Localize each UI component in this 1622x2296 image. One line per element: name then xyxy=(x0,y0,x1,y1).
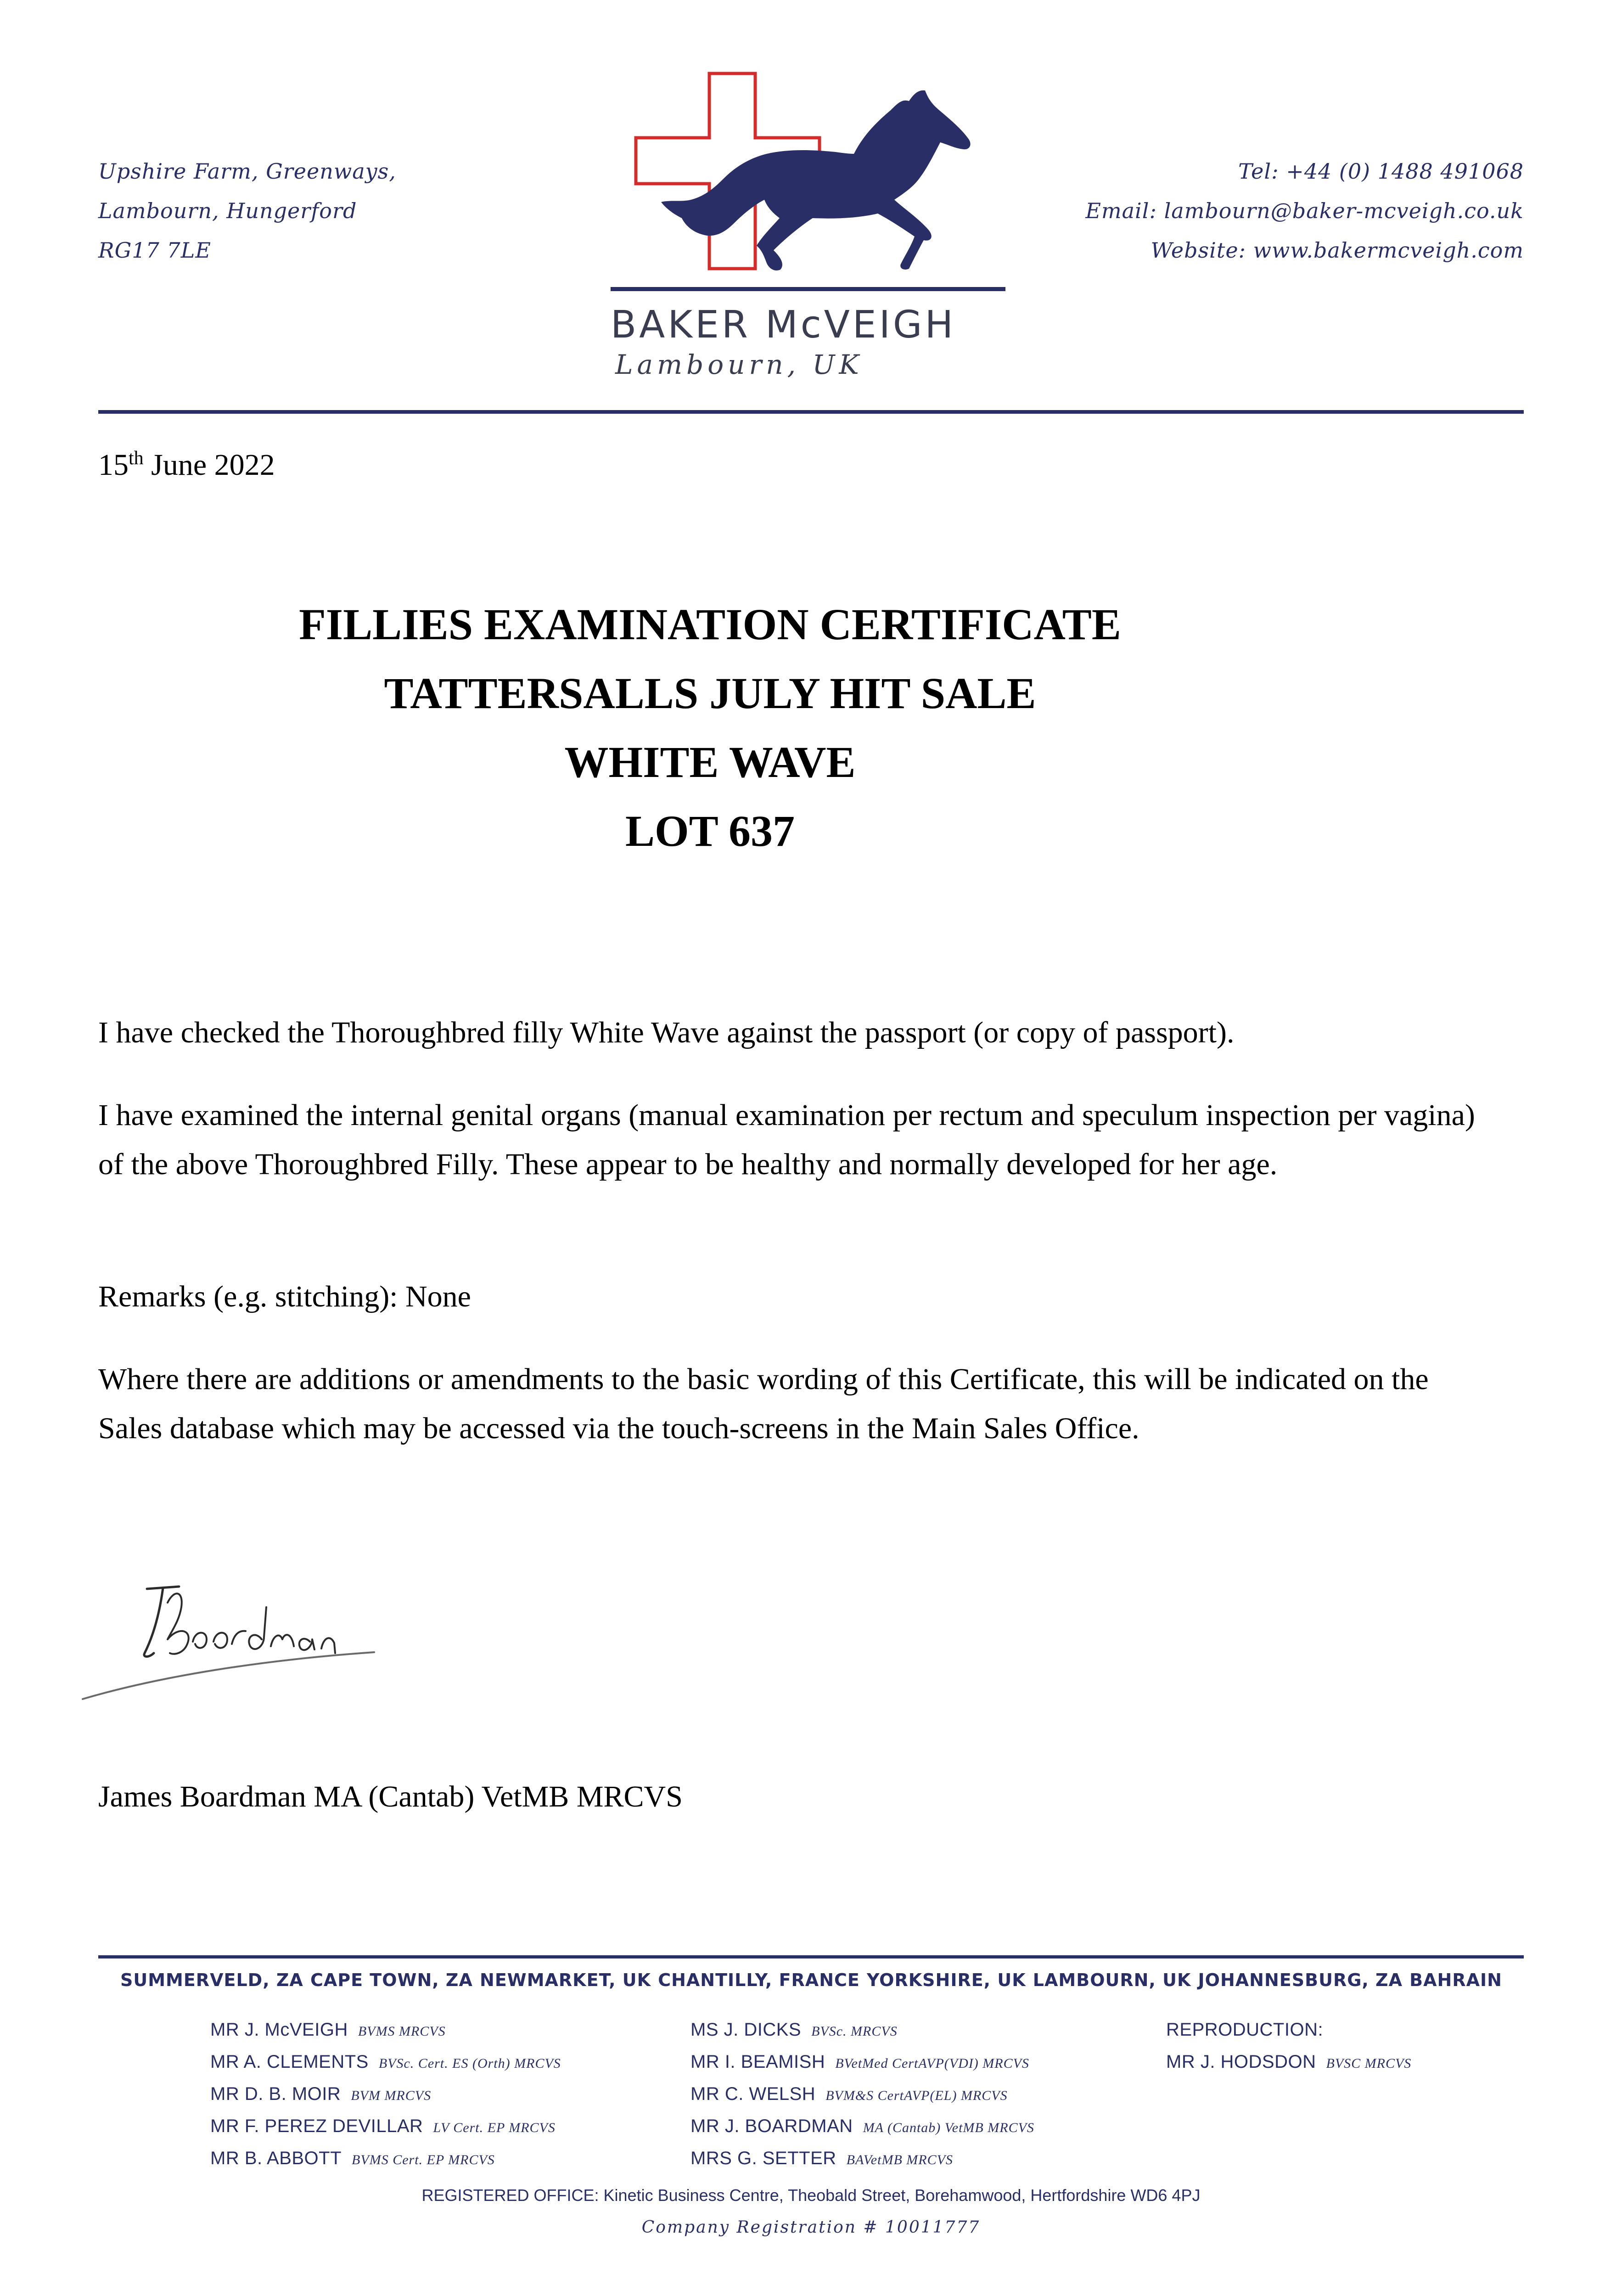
staff-entry: MR F. PEREZ DEVILLAR LV Cert. EP MRCVS xyxy=(210,2116,556,2136)
signature-icon xyxy=(69,1561,390,1708)
brand-location: Lambourn, UK xyxy=(615,349,863,380)
location-item: CAPE TOWN, ZA xyxy=(310,1970,473,1990)
staff-entry: MR D. B. MOIR BVM MRCVS xyxy=(210,2084,432,2104)
staff-entry: MR B. ABBOTT BVMS Cert. EP MRCVS xyxy=(210,2148,495,2168)
staff-entry: MR C. WELSH BVM&S CertAVP(EL) MRCVS xyxy=(690,2084,1008,2104)
contact-phone: Tel: +44 (0) 1488 491068 xyxy=(1238,159,1524,184)
staff-entry: MR A. CLEMENTS BVSc. Cert. ES (Orth) MRCVS xyxy=(210,2052,561,2072)
location-item: NEWMARKET, UK xyxy=(480,1970,651,1990)
horse-name: WHITE WAVE xyxy=(564,737,856,787)
signer-name: James Boardman MA (Cantab) VetMB MRCVS xyxy=(98,1780,683,1813)
address-line-1: Upshire Farm, Greenways, xyxy=(98,159,396,184)
certificate-title-block xyxy=(98,590,1524,866)
paragraph-amendments: Where there are additions or amendments to the basic wording of this Certificate, this will be indicated on the Sales database which may be accessed via the touch-screens in the Main Sales Office. xyxy=(98,1362,1429,1445)
company-registration: Company Registration # 10011777 xyxy=(641,2218,981,2237)
staff-column-2 xyxy=(690,2014,1034,2174)
lot-number: LOT 637 xyxy=(625,806,795,855)
contact-website: Website: www.bakermcveigh.com xyxy=(1151,238,1524,263)
staff-entry: MRS G. SETTER BAVetMB MRCVS xyxy=(690,2148,953,2168)
staff-column-3 xyxy=(1166,2014,1411,2078)
location-item: BAHRAIN xyxy=(1409,1970,1502,1990)
location-item: CHANTILLY, FRANCE xyxy=(658,1970,860,1990)
date-suffix: th xyxy=(129,448,144,469)
sale-name: TATTERSALLS JULY HIT SALE xyxy=(384,669,1036,718)
address-block xyxy=(98,152,396,270)
brand-name: BAKER McVEIGH xyxy=(611,303,956,347)
staff-entry: MS J. DICKS BVSc. MRCVS xyxy=(690,2020,898,2040)
address-line-2: Lambourn, Hungerford xyxy=(98,198,357,223)
contact-block xyxy=(1085,152,1524,270)
address-line-3: RG17 7LE xyxy=(98,238,211,263)
staff-column-1 xyxy=(210,2014,561,2174)
paragraph-examination: I have examined the internal genital organs (manual examination per rectum and speculum inspection per vagina) of the above Thoroughbred Filly. These appear to be healthy and normally developed for her age. xyxy=(98,1098,1475,1181)
staff-section-label: REPRODUCTION: xyxy=(1166,2020,1324,2040)
registered-office: REGISTERED OFFICE: Kinetic Business Centre, Theobald Street, Borehamwood, Hertfordshire WD6 4PJ xyxy=(421,2186,1201,2205)
date-month-year: June 2022 xyxy=(143,448,275,482)
staff-entry: MR J. McVEIGH BVMS MRCVS xyxy=(210,2020,446,2040)
staff-entry: MR J. HODSDON BVSC MRCVS xyxy=(1166,2052,1412,2072)
location-item: YORKSHIRE, UK xyxy=(866,1970,1026,1990)
document-date xyxy=(98,448,275,483)
paragraph-passport-check: I have checked the Thoroughbred filly White Wave against the passport (or copy of passport). xyxy=(98,1016,1235,1049)
header-divider xyxy=(98,410,1524,414)
date-day: 15 xyxy=(98,448,129,482)
location-item: LAMBOURN, UK xyxy=(1033,1970,1191,1990)
location-item: JOHANNESBURG, ZA xyxy=(1198,1970,1403,1990)
certificate-title: FILLIES EXAMINATION CERTIFICATE xyxy=(299,600,1121,649)
horse-cross-logo-icon xyxy=(597,62,1019,310)
paragraph-remarks: Remarks (e.g. stitching): None xyxy=(98,1280,471,1313)
contact-email: Email: lambourn@baker-mcveigh.co.uk xyxy=(1085,198,1524,223)
office-locations xyxy=(120,1970,1502,1990)
staff-entry: MR J. BOARDMAN MA (Cantab) VetMB MRCVS xyxy=(690,2116,1034,2136)
location-item: SUMMERVELD, ZA xyxy=(120,1970,303,1990)
footer-divider xyxy=(98,1955,1524,1958)
staff-entry: MR I. BEAMISH BVetMed CertAVP(VDI) MRCVS xyxy=(690,2052,1029,2072)
